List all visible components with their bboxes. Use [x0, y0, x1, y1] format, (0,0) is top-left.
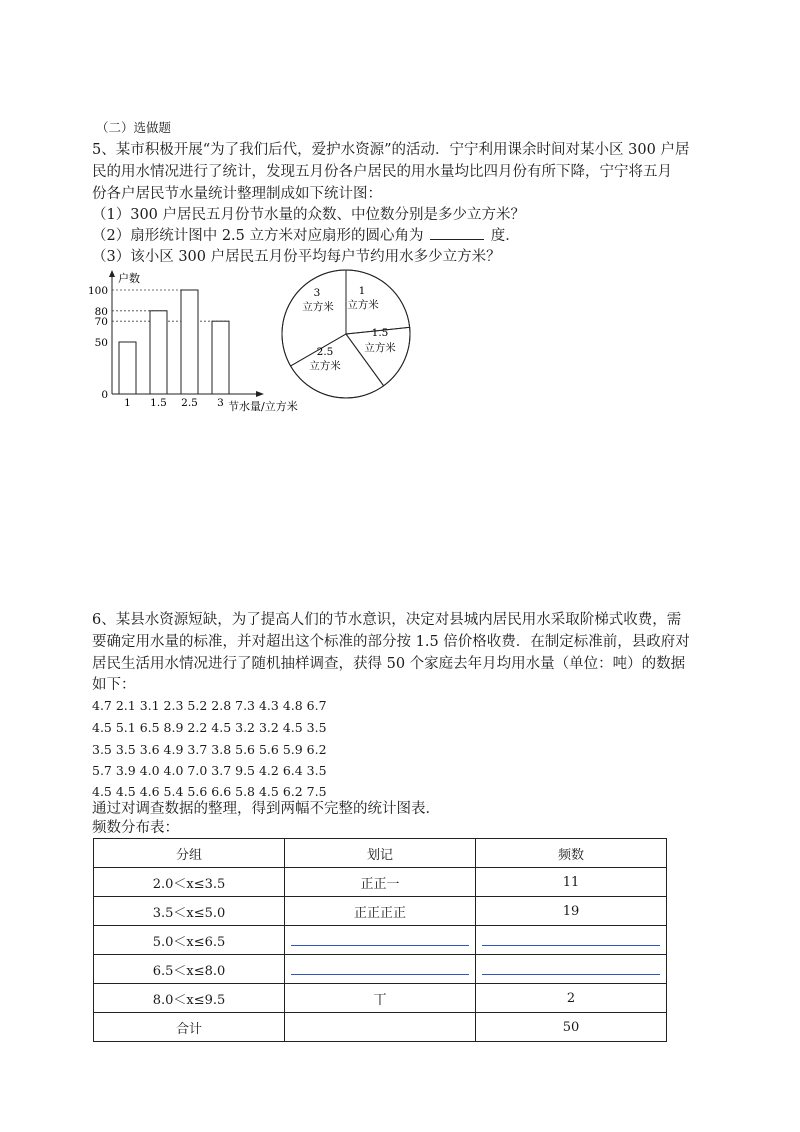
data-row-4: 5.7 3.9 4.0 4.0 7.0 3.7 9.5 4.2 6.4 3.5	[92, 763, 327, 778]
x-tick-label: 3	[217, 397, 224, 409]
table-row	[94, 984, 667, 1013]
pie-chart	[272, 268, 432, 402]
frequency-cell: 11	[476, 868, 667, 897]
frequency-cell: 19	[476, 897, 667, 926]
table-header-row	[94, 839, 667, 868]
answer-blank-line	[482, 945, 660, 946]
pie-label-1-5: 1.5	[371, 327, 389, 339]
q5-sub-question-2-suffix: 度．	[490, 228, 520, 244]
group-cell: 2.0＜x≤3.5	[94, 868, 285, 897]
bar-1	[119, 342, 136, 394]
frequency-cell: 2	[476, 984, 667, 1013]
table-row	[94, 955, 667, 984]
pie-label-3: 3	[313, 287, 321, 299]
tally-cell: 正正正正	[285, 897, 476, 926]
y-tick-label: 80	[94, 305, 108, 318]
total-frequency-cell: 50	[476, 1013, 667, 1042]
header-group: 分组	[94, 839, 285, 868]
pie-label-3-unit: 立方米	[302, 301, 334, 313]
reference-lines	[112, 290, 229, 321]
bar-1.5	[150, 311, 167, 394]
table-row	[94, 897, 667, 926]
y-tick-label: 50	[94, 337, 108, 349]
tally-cell: 正正一	[285, 868, 476, 897]
answer-blank-line	[291, 974, 469, 975]
header-frequency: 频数	[476, 839, 667, 868]
bar-2.5	[181, 290, 198, 394]
table-title: 频数分布表：	[92, 820, 179, 836]
data-row-2: 4.5 5.1 6.5 8.9 2.2 4.5 3.2 3.2 4.5 3.5	[92, 720, 327, 735]
x-tick-label: 1.5	[150, 397, 167, 409]
frequency-blank-cell[interactable]	[476, 926, 667, 955]
frequency-blank-cell[interactable]	[476, 955, 667, 984]
q6-intro-line-1: 6、某县水资源短缺，为了提高人们的节水意识，决定对县城内居民用水采取阶梯式收费，需	[92, 612, 682, 628]
group-cell: 3.5＜x≤5.0	[94, 897, 285, 926]
tally-blank-cell[interactable]	[285, 926, 476, 955]
answer-blank[interactable]	[430, 227, 484, 240]
x-tick-label: 2.5	[181, 397, 198, 409]
total-tally-cell	[285, 1013, 476, 1042]
table-row	[94, 868, 667, 897]
q6-intro-line-4: 如下：	[92, 677, 136, 693]
table-row	[94, 926, 667, 955]
q6-after-text: 通过对调查数据的整理，得到两幅不完整的统计图表．	[92, 801, 440, 817]
q5-sub-question-2	[92, 226, 520, 246]
group-cell: 6.5＜x≤8.0	[94, 955, 285, 984]
q5-intro-line-2: 民的用水情况进行了统计，发现五月份各户居民的用水量均比四月份有所下降，宁宁将五月	[92, 164, 672, 180]
q5-intro-line-3: 份各户居民节水量统计整理制成如下统计图：	[92, 186, 382, 202]
y-tick-label: 0	[101, 389, 108, 401]
section-title: （二）选做题	[96, 120, 172, 135]
q5-sub-question-3: （3）该小区 300 户居民五月份平均每户节约用水多少立方米？	[92, 249, 501, 265]
y-tick-label: 70	[94, 316, 108, 329]
tally-cell: 丅	[285, 984, 476, 1013]
answer-blank-line	[291, 945, 469, 946]
group-cell: 5.0＜x≤6.5	[94, 926, 285, 955]
group-cell: 8.0＜x≤9.5	[94, 984, 285, 1013]
pie-label-2-5: 2.5	[316, 346, 334, 358]
tally-blank-cell[interactable]	[285, 955, 476, 984]
pie-label-1-5-unit: 立方米	[364, 342, 396, 354]
data-row-1: 4.7 2.1 3.1 2.3 5.2 2.8 7.3 4.3 4.8 6.7	[92, 698, 327, 713]
y-tick-label: 100	[87, 285, 108, 297]
answer-blank-line	[482, 974, 660, 975]
q5-sub-question-2-prefix: （2）扇形统计图中 2.5 立方米对应扇形的圆心角为	[92, 228, 424, 244]
q6-intro-line-3: 居民生活用水情况进行了随机抽样调查，获得 50 个家庭去年月均用水量（单位：吨）的数据	[92, 656, 686, 672]
x-tick-label: 1	[124, 397, 131, 409]
pie-label-2-5-unit: 立方米	[309, 360, 341, 372]
data-row-3: 3.5 3.5 3.6 4.9 3.7 3.8 5.6 5.6 5.9 6.2	[92, 742, 327, 757]
pie-label-1: 1	[358, 285, 366, 297]
q5-intro-line-1: 5、某市积极开展“为了我们后代，爱护水资源”的活动．宁宁利用课余时间对某小区 300 户居	[92, 142, 690, 158]
frequency-table	[93, 838, 667, 1042]
pie-label-1-unit: 立方米	[347, 299, 379, 311]
q5-sub-question-1: （1）300 户居民五月份节水量的众数、中位数分别是多少立方米？	[92, 207, 526, 223]
bar-marks	[119, 290, 229, 394]
total-label-cell: 合计	[94, 1013, 285, 1042]
data-row-5: 4.5 4.5 4.6 5.4 5.6 6.6 5.8 4.5 6.2 7.5	[92, 784, 327, 799]
q6-intro-line-2: 要确定用水量的标准，并对超出这个标准的部分按 1.5 倍价格收费．在制定标准前，县政府对	[92, 634, 690, 650]
x-axis-label: 节水量/立方米	[228, 400, 298, 413]
table-total-row	[94, 1013, 667, 1042]
header-tally: 划记	[285, 839, 476, 868]
bar-3	[212, 321, 229, 394]
y-axis-label: 户数	[118, 272, 140, 285]
